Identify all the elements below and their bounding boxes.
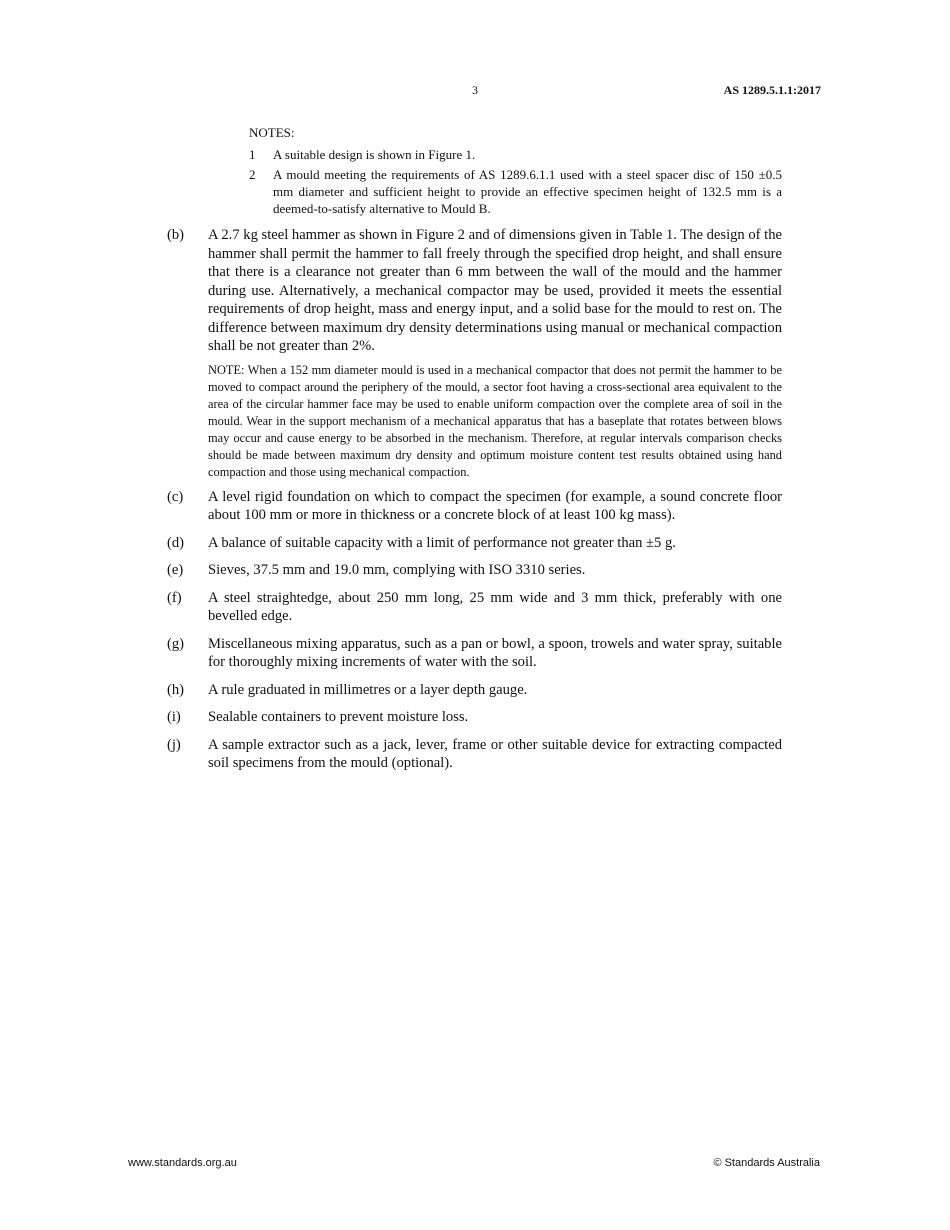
note-item [249,146,782,164]
item-label: (d) [167,534,185,551]
item-body [208,226,782,481]
list-item-e [167,561,782,580]
notes-block [249,124,782,219]
note-number: 2 [249,167,256,182]
note-number: 1 [249,147,256,162]
note-text: A suitable design is shown in Figure 1. [273,147,476,162]
list-item-h [167,681,782,700]
list-item-i [167,708,782,727]
list-item-f [167,589,782,626]
item-label: (f) [167,589,182,606]
item-text: A rule graduated in millimetres or a layer depth gauge. [208,681,528,698]
item-label: (b) [167,227,185,243]
item-text: A balance of suitable capacity with a limit of performance not greater than ±5 g. [208,534,676,551]
list-item-g [167,635,782,672]
item-text: A level rigid foundation on which to compact the specimen (for example, a sound concrete floor about 100 mm or more in thickness or a concrete block of at least 100 kg mass). [208,488,782,523]
footer-copyright: © Standards Australia [713,1157,820,1169]
item-text: A steel straightedge, about 250 mm long, 25 mm wide and 3 mm thick, preferably with one bevelled edge. [208,589,782,624]
standard-id: AS 1289.5.1.1:2017 [723,83,821,97]
item-label: (g) [167,635,185,652]
item-text: Sealable containers to prevent moisture loss. [208,709,469,725]
item-label: (h) [167,681,185,698]
list-item-d [167,534,782,553]
footer-url: www.standards.org.au [128,1157,237,1169]
item-label: (j) [167,736,181,753]
item-label: (i) [167,709,181,725]
item-label: (e) [167,562,184,578]
notes-heading: NOTES: [249,125,295,140]
list-item-c [167,488,782,525]
item-text: A sample extractor such as a jack, lever, frame or other suitable device for extracting compacted soil specimens from the mould (optional). [208,736,782,771]
list-item-b [167,226,782,481]
item-text: Miscellaneous mixing apparatus, such as a pan or bowl, a spoon, trowels and water spray, suitable for thoroughly mixing increments of water with the soil. [208,635,782,670]
list-item-j [167,736,782,773]
note-item [249,166,782,217]
item-note: NOTE: When a 152 mm diameter mould is used in a mechanical compactor that does not permit the hammer to be moved to compact around the periphery of the mould, a sector foot having a cross-sectional area equivalent to the area of the circular hammer face may be used to enable uniform compaction over the complete area of soil in the mould. Wear in the support mechanism of a mechanical apparatus that has a baseplate that rotates between blows may occur and cause energy to be absorbed in the mechanism. Therefore, at regular intervals comparison checks should be made between maximum dry density and optimum moisture content test results obtained using hand compaction and those using mechanical compaction. [208,362,782,479]
note-text: A mould meeting the requirements of AS 1289.6.1.1 used with a steel spacer disc of 150 ±0.5 mm diameter and sufficient height to provide an effective specimen height of 132.5 mm is a deemed-to-satisfy alternative to Mould B. [273,167,782,216]
page-number: 3 [472,83,478,97]
apparatus-list [167,226,782,773]
item-text: Sieves, 37.5 mm and 19.0 mm, complying with ISO 3310 series. [208,562,586,578]
item-text: A 2.7 kg steel hammer as shown in Figure 2 and of dimensions given in Table 1. The design of the hammer shall permit the hammer to fall freely through the specified drop height, and shall ensure that there is a clearance not greater than 6 mm between the wall of the mould and the hammer during use. Alternatively, a mechanical compactor may be used, provided it meets the essential requirements of drop height, mass and energy input, and a solid base for the mould to rest on. The difference between maximum dry density determinations using manual or mechanical compaction shall be not greater than 2%. [208,227,782,354]
item-label: (c) [167,488,184,505]
